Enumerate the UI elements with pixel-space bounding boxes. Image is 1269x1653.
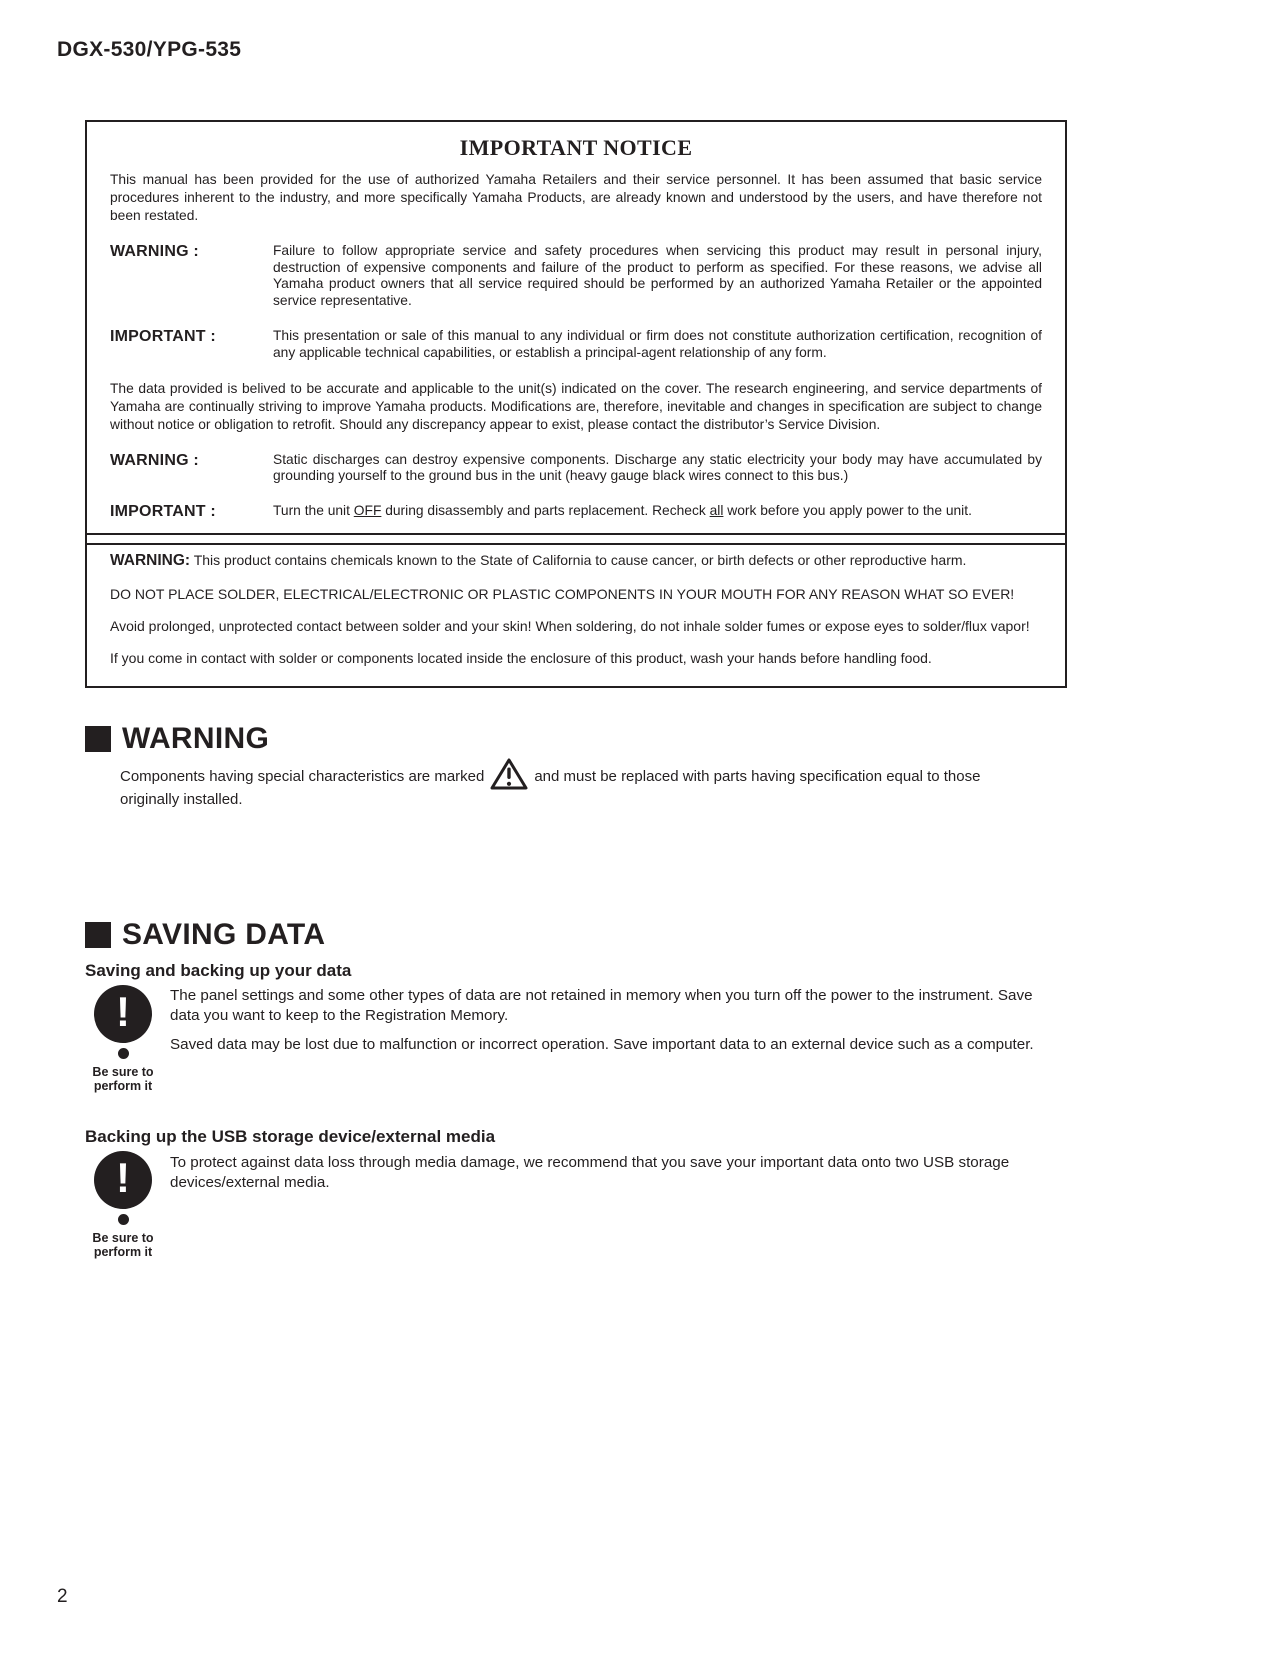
- notice-data-paragraph: The data provided is belived to be accurate and applicable to the unit(s) indicated on the cover. The research engineering, and service departments of Yamaha are continually striving to improve Yamaha products. Modifications are, therefore, inevitable and changes in specification are subject to change without notice or obligation to retrofit. Should any discrepancy appear to exist, please contact the distributor’s Service Division.: [110, 380, 1042, 432]
- page-title: DGX-530/YPG-535: [57, 38, 242, 61]
- important-text-segment: work before you apply power to the unit.: [723, 503, 972, 519]
- important-text: [273, 503, 1042, 521]
- exclamation-dot: [118, 1048, 129, 1059]
- exclamation-glyph: !: [116, 1154, 130, 1201]
- warning-triangle-icon: [490, 758, 528, 790]
- warning-label: WARNING :: [110, 242, 199, 260]
- section-bullet-square: [85, 726, 111, 752]
- saving-subheading-1: Saving and backing up your data: [85, 961, 352, 980]
- page-number: 2: [57, 1586, 68, 1607]
- exclamation-dot: [118, 1214, 129, 1225]
- caption-line: Be sure to: [92, 1231, 154, 1245]
- notice-important-1: [110, 328, 1042, 362]
- important-label: IMPORTANT :: [110, 503, 216, 521]
- section-bullet-square: [85, 922, 111, 948]
- caption-line: Be sure to: [92, 1065, 154, 1079]
- be-sure-to-perform-icon-block: [86, 985, 160, 1094]
- warning-label: WARNING:: [110, 552, 191, 569]
- saving-subheading-2: Backing up the USB storage device/external media: [85, 1127, 496, 1146]
- warning-text: Static discharges can destroy expensive components. Discharge any static electricity your body may have accumulated by grounding yourself to the ground bus in the unit (heavy gauge black wires connect to this bus.): [273, 451, 1042, 484]
- wash-hands-warning: If you come in contact with solder or components located inside the enclosure of this product, wash your hands before handling food.: [110, 649, 932, 666]
- warning-text: Failure to follow appropriate service and safety procedures when servicing this product may result in personal injury, destruction of expensive components and failure of the product to perform as specified. For these reasons, we advise all Yamaha product owners that all service required should be performed by an authorized Yamaha Retailer or the appointed service representative.: [273, 242, 1042, 309]
- notice-warning-2: [110, 452, 1042, 486]
- important-text: This presentation or sale of this manual to any individual or firm does not constitute authorization certification, recognition of any applicable technical capabilities, or establish a principal-agent relationship of any form.: [273, 328, 1042, 360]
- be-sure-caption: [86, 1065, 160, 1094]
- notice-intro: This manual has been provided for the use of authorized Yamaha Retailers and their service personnel. It has been assumed that basic service procedures inherent to the industry, and more specifically Yamaha Products, are already known and understood by the users, and have therefore not been restated.: [110, 172, 1042, 223]
- solder-contact-warning: Avoid prolonged, unprotected contact between solder and your skin! When soldering, do not inhale solder fumes or expose eyes to solder/flux vapor!: [110, 617, 1030, 634]
- saving-data-section-heading: [85, 918, 325, 952]
- california-warning-line: [110, 551, 1042, 572]
- saving-paragraph: The panel settings and some other types of data are not retained in memory when you turn off the power to the instrument. Save data you want to keep to the Registration Memory.: [170, 987, 1033, 1025]
- caption-line: perform it: [93, 1079, 153, 1094]
- section-heading-text: SAVING DATA: [122, 918, 326, 951]
- california-warning-box: [85, 533, 1067, 688]
- caption-line: perform it: [93, 1245, 153, 1260]
- notice-important-2: [110, 503, 1042, 521]
- warning-text: This product contains chemicals known to the State of California to cause cancer, or birth defects or other reproductive harm.: [190, 552, 967, 568]
- underlined-word-off: OFF: [353, 503, 382, 519]
- warning-label: WARNING :: [110, 451, 199, 469]
- important-label: IMPORTANT :: [110, 328, 216, 346]
- solder-mouth-warning: DO NOT PLACE SOLDER, ELECTRICAL/ELECTRONIC OR PLASTIC COMPONENTS IN YOUR MOUTH FOR ANY REASON WHAT SO EVER!: [110, 585, 1015, 602]
- saving-paragraph: To protect against data loss through media damage, we recommend that you save your important data onto two USB storage devices/external media.: [170, 1154, 1010, 1192]
- exclamation-circle-icon: [94, 1151, 152, 1209]
- section-heading-text: WARNING: [122, 722, 270, 755]
- underlined-word-all: all: [709, 503, 724, 519]
- saving-body-2: [170, 1153, 1066, 1193]
- warning-body-text: and must be replaced with parts having specification equal to those originally installed.: [120, 768, 981, 808]
- be-sure-caption: [86, 1231, 160, 1260]
- important-text-segment: during disassembly and parts replacement. Recheck: [381, 503, 710, 519]
- important-text-segment: Turn the unit: [273, 503, 354, 519]
- warning-body-text: Components having special characteristics are marked: [120, 768, 485, 785]
- saving-paragraph: Saved data may be lost due to malfunction or incorrect operation. Save important data to an external device such as a computer.: [170, 1036, 1034, 1054]
- notice-warning-1: [110, 243, 1042, 310]
- notice-title: IMPORTANT NOTICE: [459, 135, 693, 160]
- saving-body-1: [170, 986, 1066, 1055]
- warning-section-heading: [85, 722, 269, 756]
- be-sure-to-perform-icon-block: [86, 1151, 160, 1260]
- exclamation-glyph: !: [116, 988, 130, 1035]
- important-notice-box: [85, 120, 1067, 545]
- exclamation-circle-icon: [94, 985, 152, 1043]
- warning-section-body: [120, 758, 1035, 810]
